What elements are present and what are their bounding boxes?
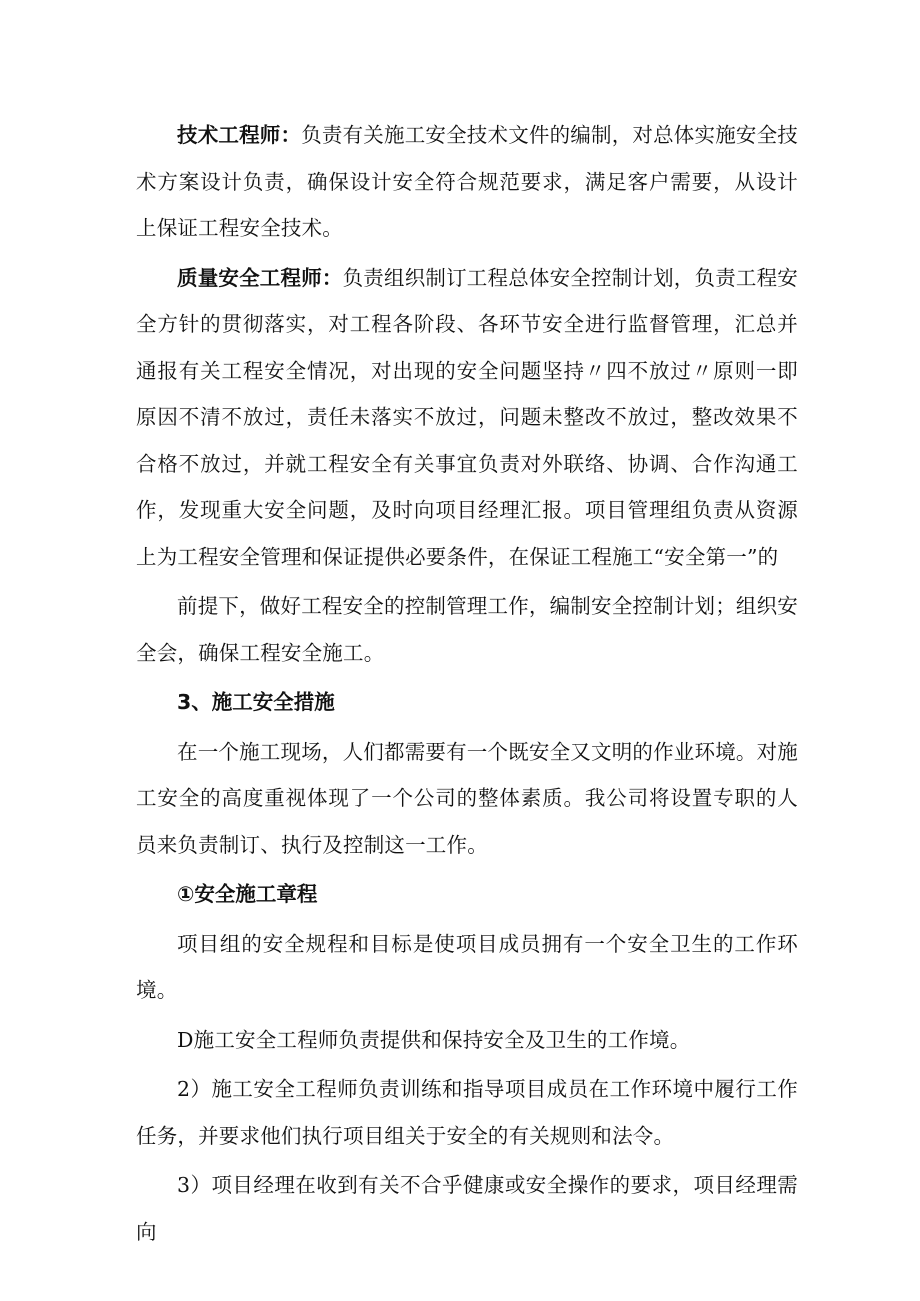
paragraph-text: 负责有关施工安全技术文件的编制，对总体实施安全技术方案设计负责，确保设计安全符合规范要求，满足客户需要，从设计上保证工程安全技术。 xyxy=(136,123,799,240)
subsection-heading: ①安全施工章程 xyxy=(177,882,318,906)
paragraph-text: 负责组织制订工程总体安全控制计划，负责工程安全方针的贯彻落实，对工程各阶段、各环节安全进行监督管理，汇总并通报有关工程安全情况，对出现的安全问题坚持〃四不放过〃原则一即原因不清不放过，责任未落实不放过，问题未整改不放过，整改效果不合格不放过，并就工程安全有关事宜负责对外联络、协调、合作沟通工作，发现重大安全问题，及时向项目经理汇报。项目管理组负责从资源上为工程安全管理和保证提供必要条件，在保证工程施工“安全第一”的 xyxy=(136,265,799,569)
list-item: 项目组的安全规程和目标是使项目成员拥有一个安全卫生的工作环境。 xyxy=(136,931,798,1002)
section-intro: 在一个施工现场，人们都需要有一个既安全又文明的作业环境。对施工安全的高度重视体现了一个公司的整体素质。我公司将设置专职的人员来负责制订、执行及控制这一工作。 xyxy=(136,739,798,857)
paragraph-quality-safety-engineer xyxy=(136,255,798,581)
section-heading: 3、施工安全措施 xyxy=(177,690,335,714)
list-item: D施工安全工程师负责提供和保持安全及卫生的工作境。 xyxy=(177,1027,691,1052)
document-body xyxy=(136,112,798,1255)
list-item: 2）施工安全工程师负责训练和指导项目成员在工作环境中履行工作任务，并要求他们执行项目组关于安全的有关规则和法令。 xyxy=(136,1077,798,1148)
role-label: 质量安全工程师： xyxy=(177,265,343,290)
list-item: 3）项目经理在收到有关不合乎健康或安全操作的要求，项目经理需向 xyxy=(136,1173,798,1244)
role-label: 技术工程师： xyxy=(177,123,302,147)
paragraph-technical-engineer xyxy=(136,112,798,252)
paragraph-continuation xyxy=(136,583,798,676)
paragraph-text: 前提下，做好工程安全的控制管理工作，编制安全控制计划；组织安全会，确保工程安全施工。 xyxy=(136,594,798,665)
